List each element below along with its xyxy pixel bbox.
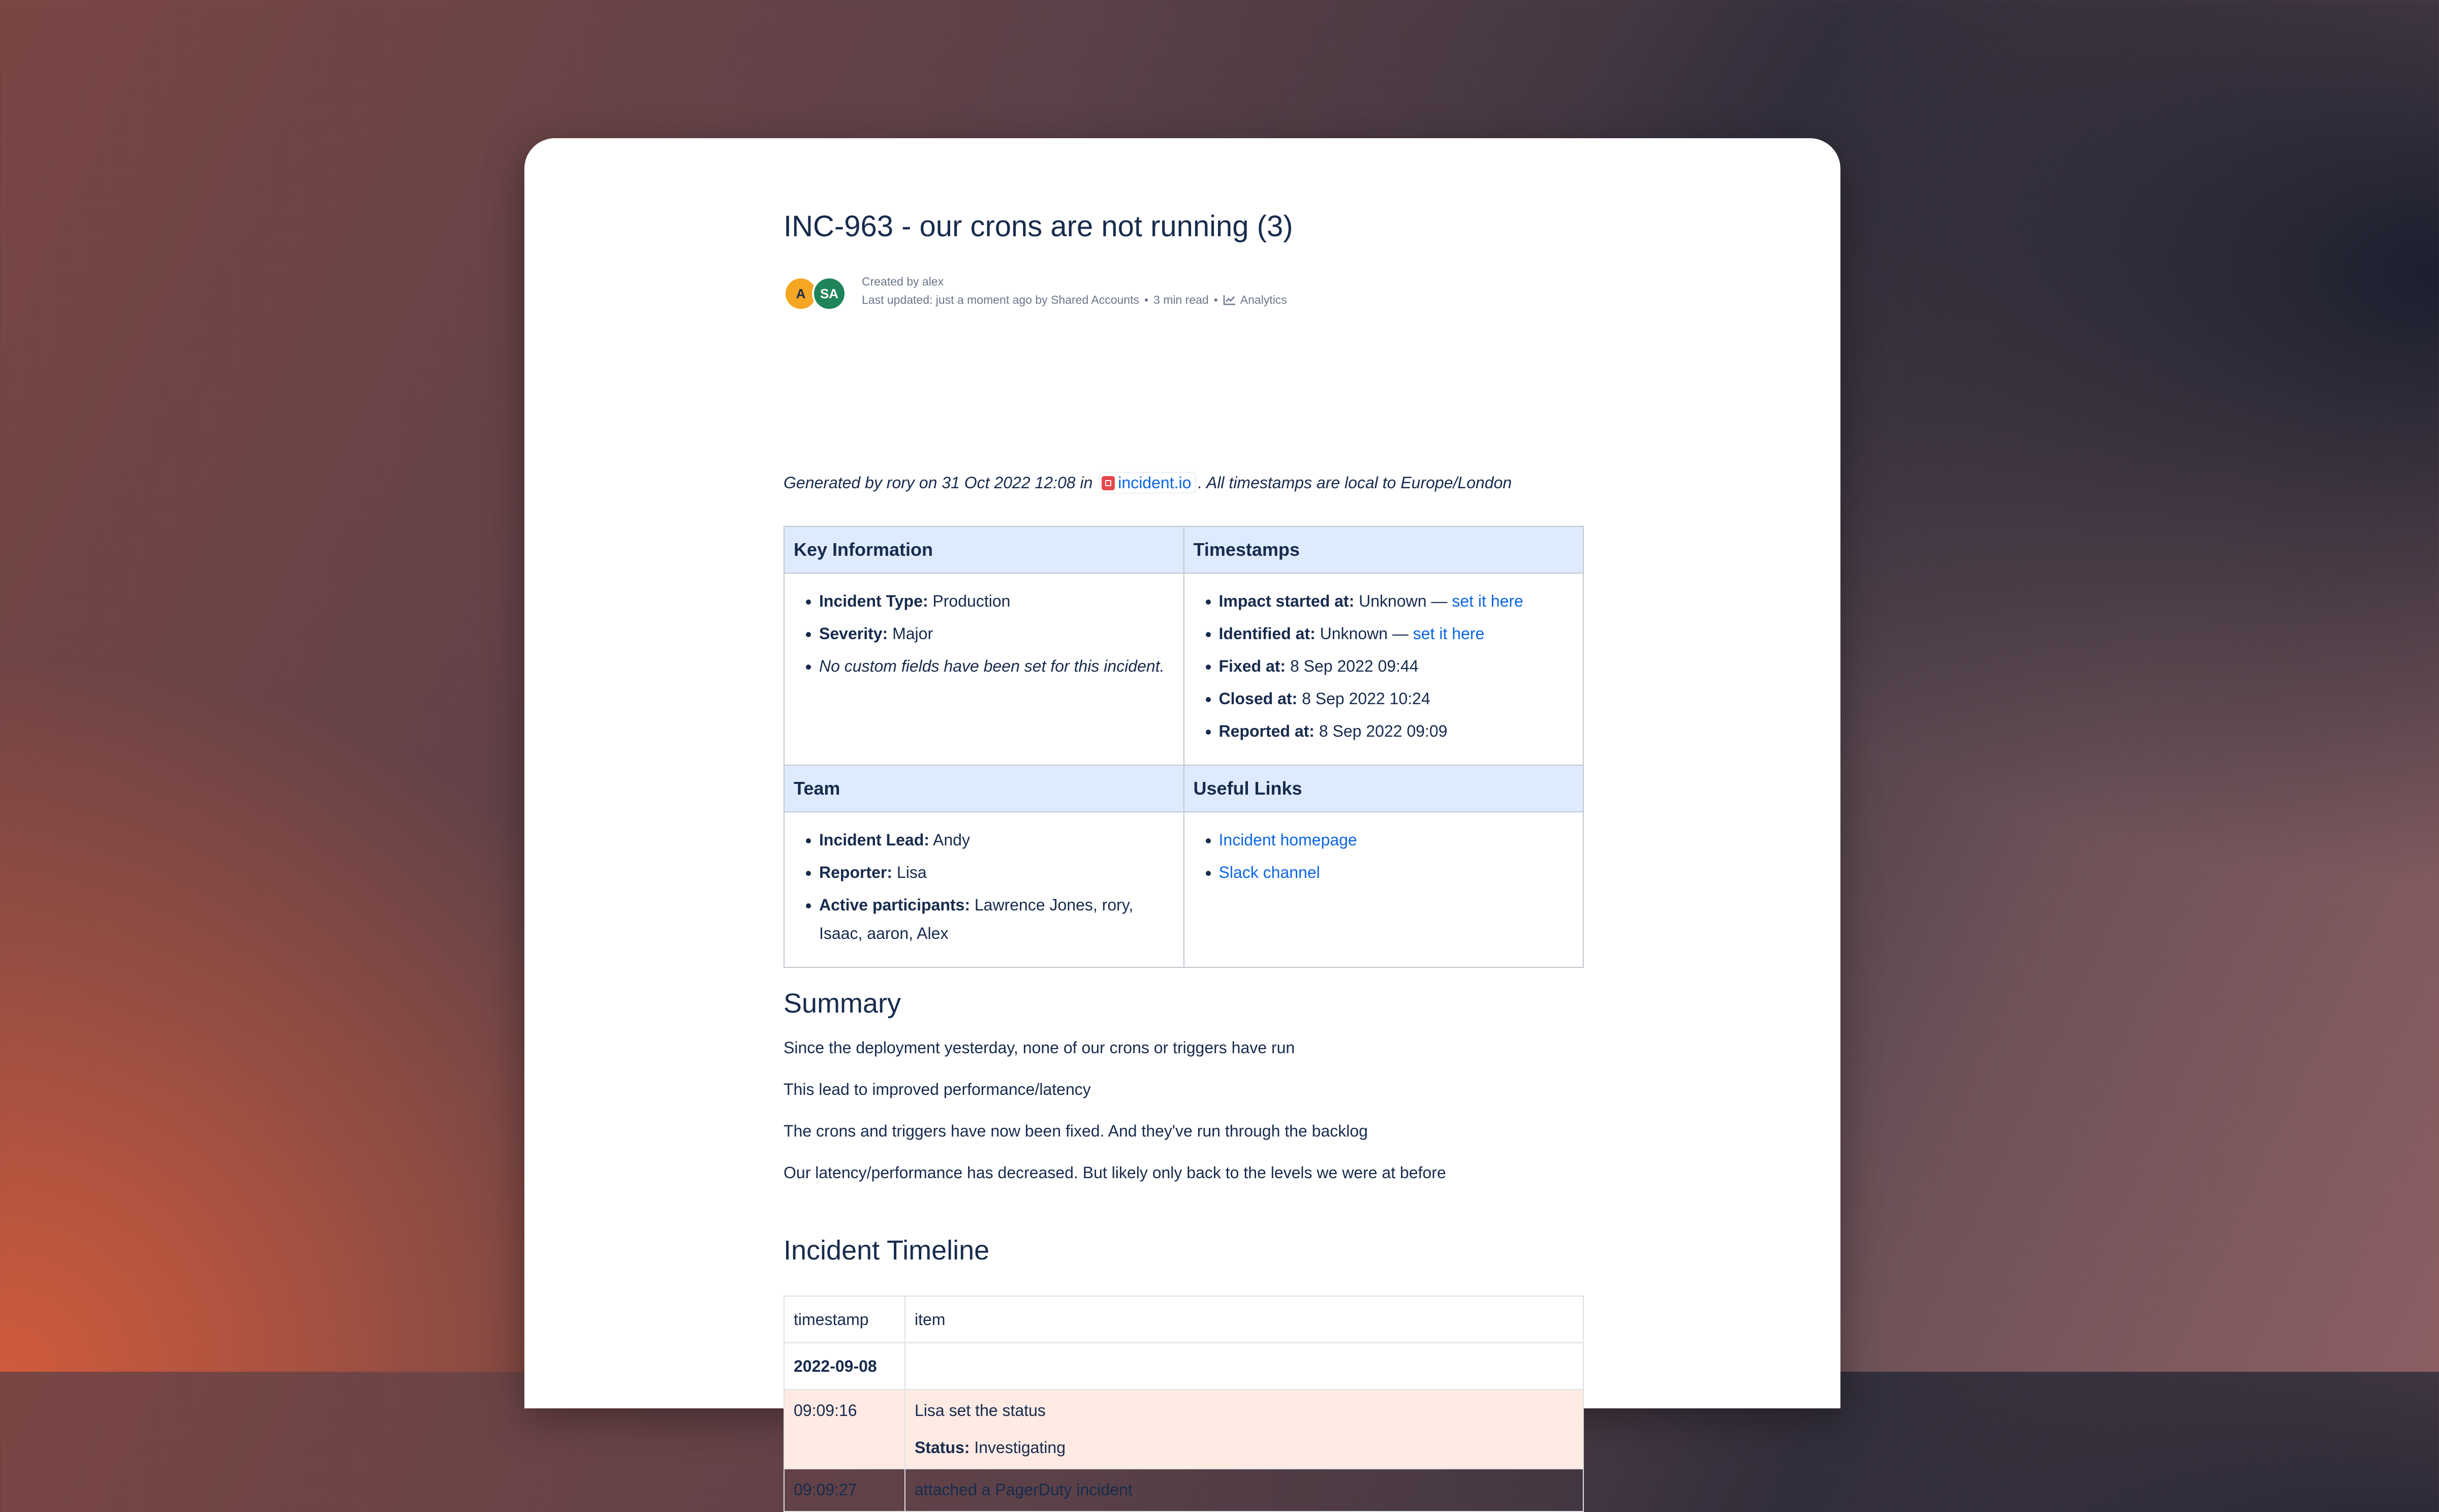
field-incident-lead: • Incident Lead: Andy: [819, 826, 1174, 854]
incident-timeline-table: [784, 1296, 1584, 1512]
byline-meta: [862, 272, 1287, 309]
field-incident-type: • Incident Type: Production: [819, 587, 1174, 615]
summary-paragraph: This lead to improved performance/latency: [784, 1080, 1091, 1098]
key-information-header: Key Information: [784, 526, 1184, 573]
summary-paragraph: Our latency/performance has decreased. But likely only back to the levels we were at before: [784, 1163, 1446, 1182]
analytics-chart-icon: [1223, 294, 1236, 305]
incident-io-link-label: incident.io: [1118, 474, 1192, 492]
key-info-table: [784, 526, 1584, 968]
separator: •: [1213, 293, 1218, 306]
timeline-date: 2022-09-08: [784, 1343, 905, 1390]
timestamps-header: Timestamps: [1184, 526, 1584, 573]
avatar[interactable]: SA: [812, 276, 847, 311]
timeline-col-timestamp: timestamp: [784, 1296, 905, 1343]
timeline-item-text: attached a PagerDuty incident: [905, 1469, 1583, 1511]
field-impact-started: • Impact started at: Unknown — set it here: [1219, 587, 1574, 615]
document-card: [524, 138, 1840, 1499]
page-title: INC-963 - our crons are not running (3): [784, 210, 1293, 243]
incident-io-logo-icon: [1102, 476, 1115, 490]
timeline-status: Status: Investigating: [915, 1438, 1066, 1457]
read-time: 3 min read: [1153, 293, 1209, 306]
set-impact-started-link[interactable]: set it here: [1452, 592, 1523, 610]
incident-homepage-link[interactable]: Incident homepage: [1218, 831, 1357, 849]
custom-fields-note: • No custom fields have been set for this incident.: [819, 652, 1174, 680]
timeline-item: [905, 1390, 1583, 1469]
table-row: [784, 1469, 1583, 1511]
set-identified-at-link[interactable]: set it here: [1413, 624, 1485, 643]
separator: •: [1144, 293, 1149, 306]
incident-timeline-heading: Incident Timeline: [784, 1235, 990, 1266]
timeline-date-empty: [905, 1343, 1583, 1390]
incident-io-link[interactable]: [1099, 472, 1196, 493]
timeline-time: 09:09:27: [784, 1469, 905, 1511]
summary-heading: Summary: [784, 988, 901, 1019]
last-updated[interactable]: Last updated: just a moment ago by Shared Accounts: [862, 293, 1139, 306]
summary-paragraph: Since the deployment yesterday, none of our crons or triggers have run: [784, 1038, 1295, 1057]
field-fixed-at: • Fixed at: 8 Sep 2022 09:44: [1219, 652, 1574, 680]
team-cell: [784, 812, 1184, 967]
summary-paragraph: The crons and triggers have now been fixed. And they've run through the backlog: [784, 1122, 1368, 1140]
timeline-item-text: Lisa set the status: [915, 1401, 1046, 1420]
field-identified-at: • Identified at: Unknown — set it here: [1219, 619, 1574, 648]
analytics-label: Analytics: [1240, 293, 1287, 306]
generated-prefix: Generated by rory on 31 Oct 2022 12:08 in: [784, 474, 1093, 492]
field-reported-at: • Reported at: 8 Sep 2022 09:09: [1219, 717, 1574, 745]
analytics-link[interactable]: [1223, 293, 1287, 306]
generated-note: [784, 474, 1512, 492]
useful-links-header: Useful Links: [1184, 765, 1584, 812]
generated-suffix: . All timestamps are local to Europe/London: [1198, 474, 1512, 492]
field-active-participants: • Active participants: Lawrence Jones, rory, Isaac, aaron, Alex: [819, 891, 1174, 948]
timeline-col-item: item: [905, 1296, 1583, 1343]
useful-links-cell: [1184, 812, 1584, 967]
field-severity: • Severity: Major: [819, 619, 1174, 648]
list-item: [1219, 826, 1574, 854]
key-information-cell: [784, 573, 1184, 765]
field-reporter: • Reporter: Lisa: [819, 858, 1174, 887]
field-closed-at: • Closed at: 8 Sep 2022 10:24: [1219, 684, 1574, 713]
table-row: [784, 1390, 1583, 1469]
avatar[interactable]: A: [784, 276, 818, 311]
list-item: [1219, 858, 1574, 887]
created-by: Created by alex: [862, 275, 944, 288]
timeline-time: 09:09:16: [784, 1390, 905, 1469]
timestamps-cell: [1184, 573, 1584, 765]
byline: [784, 272, 1584, 313]
slack-channel-link[interactable]: Slack channel: [1218, 863, 1320, 881]
team-header: Team: [784, 765, 1184, 812]
